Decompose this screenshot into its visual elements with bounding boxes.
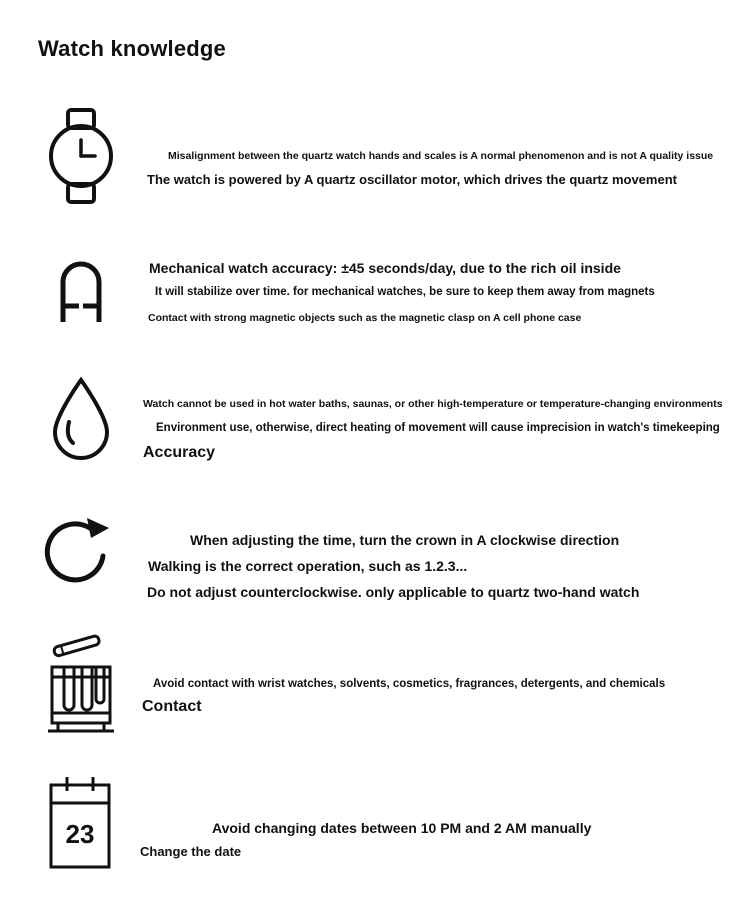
watch-icon — [36, 108, 126, 204]
text-line: Contact with strong magnetic objects such as the magnetic clasp on A cell phone case — [148, 312, 582, 324]
text-line: Walking is the correct operation, such as 1.2.3... — [148, 558, 468, 574]
text-line: Avoid changing dates between 10 PM and 2 AM manually — [212, 820, 592, 836]
text-line: Watch cannot be used in hot water baths, saunas, or other high-temperature or temperature-changing environments — [143, 398, 723, 410]
test-tubes-icon — [36, 640, 126, 736]
text-line: Do not adjust counterclockwise. only applicable to quartz two-hand watch — [147, 584, 640, 600]
text-line: Accuracy — [143, 444, 216, 461]
clockwise-arrow-icon — [36, 508, 126, 604]
page-title: Watch knowledge — [38, 36, 226, 61]
text-line: The watch is powered by A quartz oscillator motor, which drives the quartz movement — [147, 172, 677, 187]
text-line: Avoid contact with wrist watches, solvents, cosmetics, fragrances, detergents, and chemicals — [153, 678, 666, 690]
magnet-icon — [36, 244, 126, 340]
text-line: Change the date — [140, 844, 242, 859]
text-line: Contact — [142, 698, 202, 715]
water-drop-icon — [36, 372, 126, 468]
calendar-day: 23 — [65, 819, 95, 849]
calendar-icon — [36, 778, 126, 874]
text-line: It will stabilize over time. for mechanical watches, be sure to keep them away from magnets — [155, 286, 655, 298]
text-line: Mechanical watch accuracy: ±45 seconds/day, due to the rich oil inside — [149, 260, 621, 276]
text-line: Misalignment between the quartz watch hands and scales is A normal phenomenon and is not A quality issue — [168, 150, 714, 162]
text-line: Environment use, otherwise, direct heating of movement will cause imprecision in watch's timekeeping — [156, 422, 720, 434]
text-line: When adjusting the time, turn the crown in A clockwise direction — [190, 532, 620, 548]
